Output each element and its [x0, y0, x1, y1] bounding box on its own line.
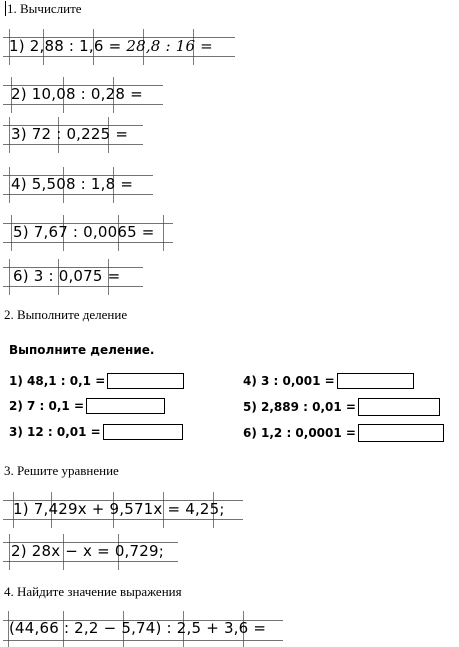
task1-line-4-num: 4): [11, 175, 27, 193]
task2-item-2: [9, 398, 165, 414]
task1-line-3-expr: 72 : 0,225 =: [31, 125, 129, 143]
task2-title: Выполните деление.: [9, 343, 155, 357]
task2-item-1: [9, 373, 184, 389]
task2-item-6: [243, 424, 444, 442]
answer-box-2[interactable]: [86, 398, 165, 414]
task3-line-1: [3, 497, 243, 523]
task2-item-1-label: 1) 48,1 : 0,1 =: [9, 374, 106, 388]
answer-box-1[interactable]: [107, 373, 184, 389]
task3-heading: 3. Решите уравнение: [4, 463, 119, 478]
task1-line-2-num: 2): [11, 85, 27, 103]
task2-item-4-label: 4) 3 : 0,001 =: [243, 374, 335, 388]
task4-heading: 4. Найдите значение выражения: [4, 584, 182, 599]
task1-line-2-expr: 10,08 : 0,28 =: [31, 85, 143, 103]
task1-line-5-num: 5): [13, 223, 29, 241]
task2-item-4: [243, 373, 414, 389]
task1-line-1-extra: 28,8 : 16 =: [126, 37, 213, 55]
task1-line-1-expr: 2,88 : 1,6 =: [29, 37, 122, 55]
task2-item-6-label: 6) 1,2 : 0,0001 =: [243, 426, 356, 440]
task1-line-5-expr: 7,67 : 0,0065 =: [33, 223, 155, 241]
task2-item-5: [243, 398, 440, 416]
task3-line-2-text: 2) 28x − x = 0,729;: [11, 542, 165, 560]
answer-box-3[interactable]: [103, 424, 183, 440]
task1-line-1-num: 1): [9, 37, 25, 55]
task1-line-2: [3, 82, 163, 108]
task1-heading: 1. Вычислите: [7, 1, 82, 16]
answer-box-6[interactable]: [358, 424, 444, 442]
task1-line-1: [3, 34, 235, 60]
task3-line-2: [3, 539, 178, 565]
task1-line-6-expr: 3 : 0,075 =: [33, 267, 121, 285]
task4-line-1-text: (44,66 : 2,2 − 5,74) : 2,5 + 3,6 =: [9, 619, 267, 637]
task3-line-1-text: 1) 7,429x + 9,571x = 4,25;: [13, 500, 225, 518]
task2-heading: 2. Выполните деление: [4, 307, 128, 322]
task2-item-3-label: 3) 12 : 0,01 =: [9, 425, 101, 439]
answer-box-5[interactable]: [358, 398, 440, 416]
task1-line-3-num: 3): [11, 125, 27, 143]
task4-line-1: [3, 616, 283, 643]
task1-line-6: [3, 264, 143, 290]
task1-line-5: [3, 220, 173, 246]
task1-line-4-expr: 5,508 : 1,8 =: [31, 175, 134, 193]
task1-line-4: [3, 172, 153, 198]
text-cursor: [5, 1, 6, 16]
task2-item-3: [9, 424, 183, 440]
answer-box-4[interactable]: [337, 373, 414, 389]
task2-item-5-label: 5) 2,889 : 0,01 =: [243, 400, 356, 414]
task1-line-6-num: 6): [13, 267, 29, 285]
task2-item-2-label: 2) 7 : 0,1 =: [9, 399, 85, 413]
task1-line-3: [3, 122, 143, 148]
